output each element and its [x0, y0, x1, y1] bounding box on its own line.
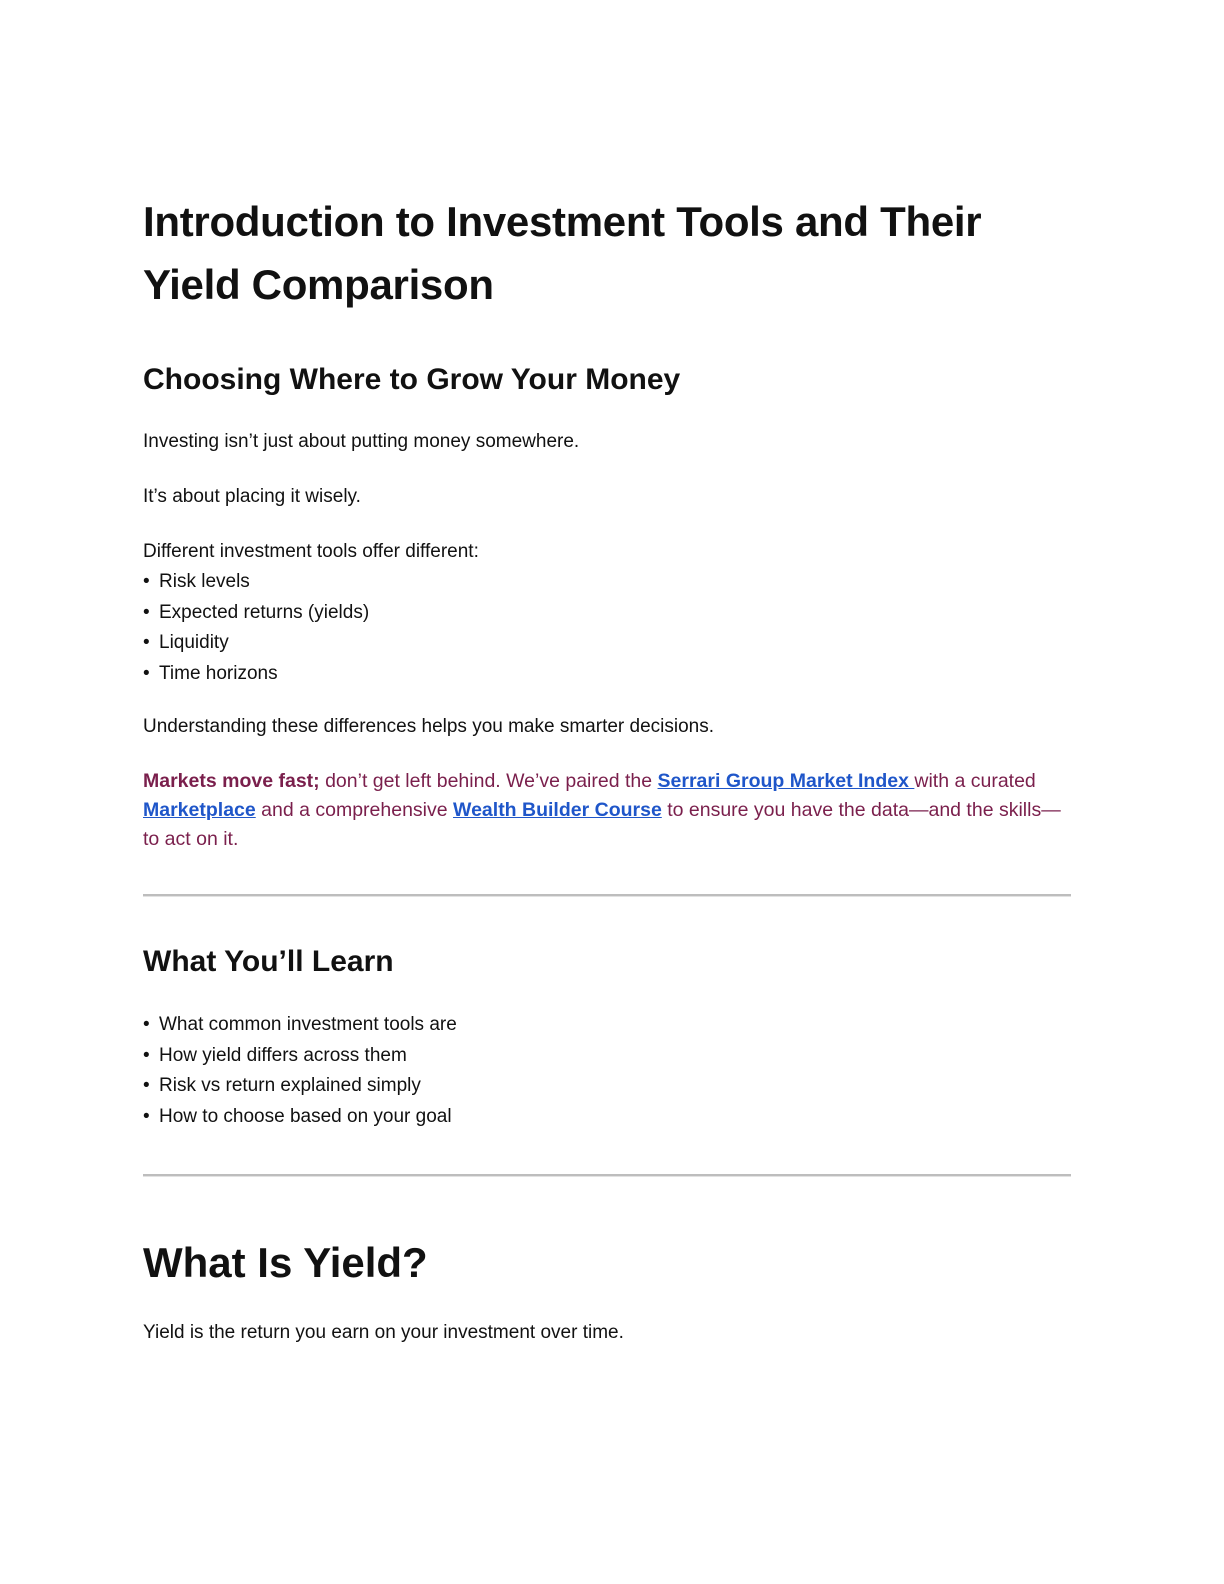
list-item — [143, 567, 1071, 598]
promo-paragraph — [143, 767, 1071, 854]
list-item-text: Risk vs return explained simply — [159, 1075, 421, 1096]
promo-text-2: with a curated — [914, 770, 1036, 792]
list-item-text: Time horizons — [159, 662, 278, 684]
list-item — [143, 1010, 1071, 1041]
list-item — [143, 1041, 1071, 1072]
list-item — [143, 598, 1071, 629]
list-item-text: Expected returns (yields) — [159, 601, 370, 623]
section-divider — [143, 1174, 1071, 1177]
section-divider — [143, 894, 1071, 897]
list-item — [143, 628, 1071, 659]
bullet-icon: • — [143, 1044, 150, 1066]
bullet-icon: • — [143, 1014, 150, 1035]
bullet-icon: • — [143, 571, 150, 592]
summary-paragraph: Understanding these differences helps you make smarter decisions. — [143, 716, 715, 737]
list-item-text: What common investment tools are — [159, 1014, 457, 1035]
bullet-icon: • — [143, 632, 150, 653]
list-item-text: Risk levels — [159, 571, 250, 592]
list-item — [143, 1071, 1071, 1102]
yield-definition-paragraph: Yield is the return you earn on your investment over time. — [143, 1322, 624, 1343]
list-item-text: How yield differs across them — [159, 1044, 407, 1066]
bullet-icon: • — [143, 1105, 150, 1127]
section-heading-what-youll-learn: What You’ll Learn — [143, 945, 394, 978]
promo-text-4: to ensure you have the data—and the skills—to act on it. — [143, 799, 1061, 850]
bullet-icon: • — [143, 662, 150, 684]
tool-attributes-list — [143, 567, 1071, 689]
marketplace-link[interactable]: Marketplace — [143, 799, 256, 821]
bullet-icon: • — [143, 1075, 150, 1096]
section-heading-choosing: Choosing Where to Grow Your Money — [143, 363, 681, 396]
promo-lead: Markets move fast; — [143, 770, 320, 792]
list-item — [143, 1102, 1071, 1133]
bullet-icon: • — [143, 601, 150, 623]
list-item-text: Liquidity — [159, 632, 229, 653]
document-title: Introduction to Investment Tools and Their Yield Comparison — [143, 198, 982, 308]
promo-text-1: don’t get left behind. We’ve paired the — [319, 770, 658, 792]
section-heading-what-is-yield: What Is Yield? — [143, 1239, 428, 1286]
intro-paragraph-2: It’s about placing it wisely. — [143, 486, 361, 507]
list-item — [143, 659, 1071, 690]
document-content — [143, 190, 1071, 1348]
learning-outcomes-list — [143, 1010, 1071, 1132]
market-index-link[interactable]: Serrari Group Market Index — [657, 770, 915, 792]
promo-text-3: and a comprehensive — [255, 799, 454, 821]
list-item-text: How to choose based on your goal — [159, 1105, 452, 1127]
list-intro-paragraph: Different investment tools offer different: — [143, 541, 479, 562]
intro-paragraph-1: Investing isn’t just about putting money somewhere. — [143, 431, 580, 452]
wealth-builder-course-link[interactable]: Wealth Builder Course — [453, 799, 662, 821]
